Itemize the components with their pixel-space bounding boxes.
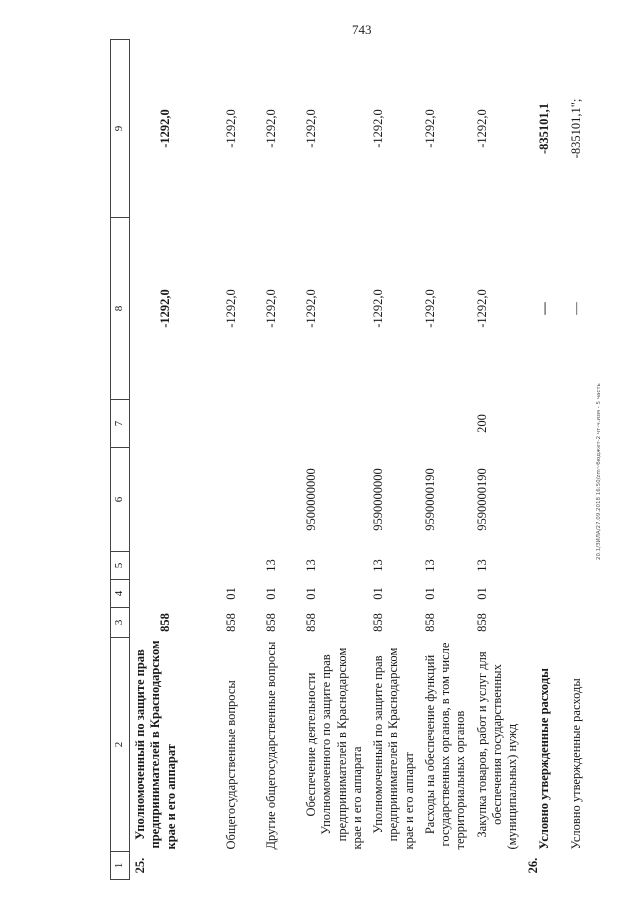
row-name: Общегосударственные вопросы — [224, 680, 238, 850]
amount-col9: -1292,0 — [422, 109, 437, 148]
amount-col8: — — [537, 302, 551, 315]
row-name: Обеспечение деятельности Уполномоченного по защите прав предпринимателей в Краснодарском крае и его аппарата — [304, 647, 364, 850]
row-number — [221, 852, 261, 880]
row-number — [368, 852, 420, 880]
code-vr — [555, 400, 587, 448]
code-razdel: 01 — [304, 587, 318, 600]
code-vr — [221, 400, 261, 448]
code-csr: 9590000190 — [474, 468, 489, 531]
row-name: Уполномоченный по защите прав предпринимателей в Краснодарском крае и его аппарат — [133, 640, 178, 850]
amount-col8: -1292,0 — [224, 289, 238, 328]
code-razdel — [130, 580, 222, 608]
header-cell: 2 — [111, 638, 130, 852]
row-number: 25. — [133, 857, 147, 874]
code-vr — [368, 400, 420, 448]
code-podrazdel — [523, 552, 555, 580]
amount-col8: -1292,0 — [474, 289, 489, 328]
code-vr: 200 — [474, 414, 489, 433]
row-name: Расходы на обеспечение функций государственных органов, в том числе территориальных органов — [422, 642, 468, 850]
row-number — [472, 852, 524, 880]
code-razdel — [523, 580, 555, 608]
amount-col9: -1292,0 — [264, 109, 278, 148]
code-glava — [523, 608, 555, 638]
amount-col8: -1292,0 — [158, 289, 172, 328]
code-razdel: 01 — [474, 587, 489, 600]
row-name: Другие общегосударственные вопросы — [264, 641, 278, 850]
amount-col9: -1292,0 — [371, 109, 385, 148]
table-row — [368, 40, 420, 880]
code-vr — [523, 400, 555, 448]
amount-col8: — — [569, 302, 583, 315]
header-cell: 1 — [111, 852, 130, 880]
header-cell: 5 — [111, 552, 130, 580]
amount-col9: -1292,0 — [304, 109, 318, 148]
table-row — [420, 40, 472, 880]
amount-col9: -1292,0 — [474, 109, 489, 148]
code-razdel — [555, 580, 587, 608]
table-row — [261, 40, 301, 880]
code-razdel: 01 — [264, 587, 278, 600]
page-number: 743 — [352, 22, 372, 37]
code-glava: 858 — [304, 613, 318, 632]
table-row — [130, 40, 222, 880]
code-vr — [261, 400, 301, 448]
code-podrazdel — [221, 552, 261, 580]
row-number: 26. — [526, 857, 541, 874]
code-csr: 9590000000 — [371, 468, 385, 531]
header-cell: 8 — [111, 218, 130, 400]
rotated-table-sheet — [110, 40, 590, 880]
amount-col8: -1292,0 — [304, 289, 318, 328]
amount-col9: -835101,1 — [537, 102, 551, 155]
code-podrazdel: 13 — [264, 559, 278, 572]
row-name: Закупка товаров, работ и услуг для обеспечения государственных (муниципальных) нужд — [474, 651, 519, 850]
budget-table — [110, 39, 587, 880]
header-cell: 6 — [111, 448, 130, 552]
code-glava: 858 — [224, 613, 238, 632]
row-number — [555, 852, 587, 880]
code-glava: 858 — [422, 613, 437, 632]
row-name: Условно утвержденные расходы — [569, 678, 583, 850]
amount-col9: -835101,1"; — [569, 98, 583, 159]
header-cell: 9 — [111, 40, 130, 218]
table-row — [301, 40, 368, 880]
amount-col8: -1292,0 — [264, 289, 278, 328]
code-csr — [555, 448, 587, 552]
code-razdel: 01 — [224, 587, 238, 600]
code-podrazdel: 13 — [474, 559, 489, 572]
table-row — [523, 40, 555, 880]
code-vr — [420, 400, 472, 448]
code-razdel: 01 — [422, 587, 437, 600]
row-number — [261, 852, 301, 880]
header-cell: 7 — [111, 400, 130, 448]
amount-col8: -1292,0 — [422, 289, 437, 328]
code-glava — [555, 608, 587, 638]
amount-col8: -1292,0 — [371, 289, 385, 328]
code-podrazdel: 13 — [371, 559, 385, 572]
code-csr: 9500000000 — [304, 468, 318, 531]
code-csr — [221, 448, 261, 552]
code-razdel: 01 — [371, 587, 385, 600]
code-podrazdel: 13 — [422, 559, 437, 572]
amount-col9: -1292,0 — [224, 109, 238, 148]
code-csr: 9590000190 — [422, 468, 437, 531]
code-podrazdel — [555, 552, 587, 580]
code-glava: 858 — [264, 613, 278, 632]
row-number — [420, 852, 472, 880]
header-cell: 4 — [111, 580, 130, 608]
code-vr — [301, 400, 368, 448]
code-vr — [130, 400, 222, 448]
footer-stamp: 20.1/ЗИЛА/27.09.2018 16:50/zm~бюджет-2 чт-ч.изм - 5 часть — [596, 383, 602, 560]
code-csr — [523, 448, 555, 552]
code-podrazdel — [130, 552, 222, 580]
row-name: Условно утвержденные расходы — [537, 668, 551, 850]
code-csr — [261, 448, 301, 552]
amount-col9: -1292,0 — [158, 109, 172, 148]
code-podrazdel: 13 — [304, 559, 318, 572]
row-number — [301, 852, 368, 880]
code-glava: 858 — [158, 613, 172, 632]
table-header-row — [111, 40, 130, 880]
code-csr — [130, 448, 222, 552]
row-name: Уполномоченный по защите прав предпринимателей в Краснодарском крае и его аппарат — [371, 647, 416, 850]
code-glava: 858 — [371, 613, 385, 632]
table-row — [472, 40, 524, 880]
header-cell: 3 — [111, 608, 130, 638]
table-row — [221, 40, 261, 880]
table-row — [555, 40, 587, 880]
code-glava: 858 — [474, 613, 489, 632]
